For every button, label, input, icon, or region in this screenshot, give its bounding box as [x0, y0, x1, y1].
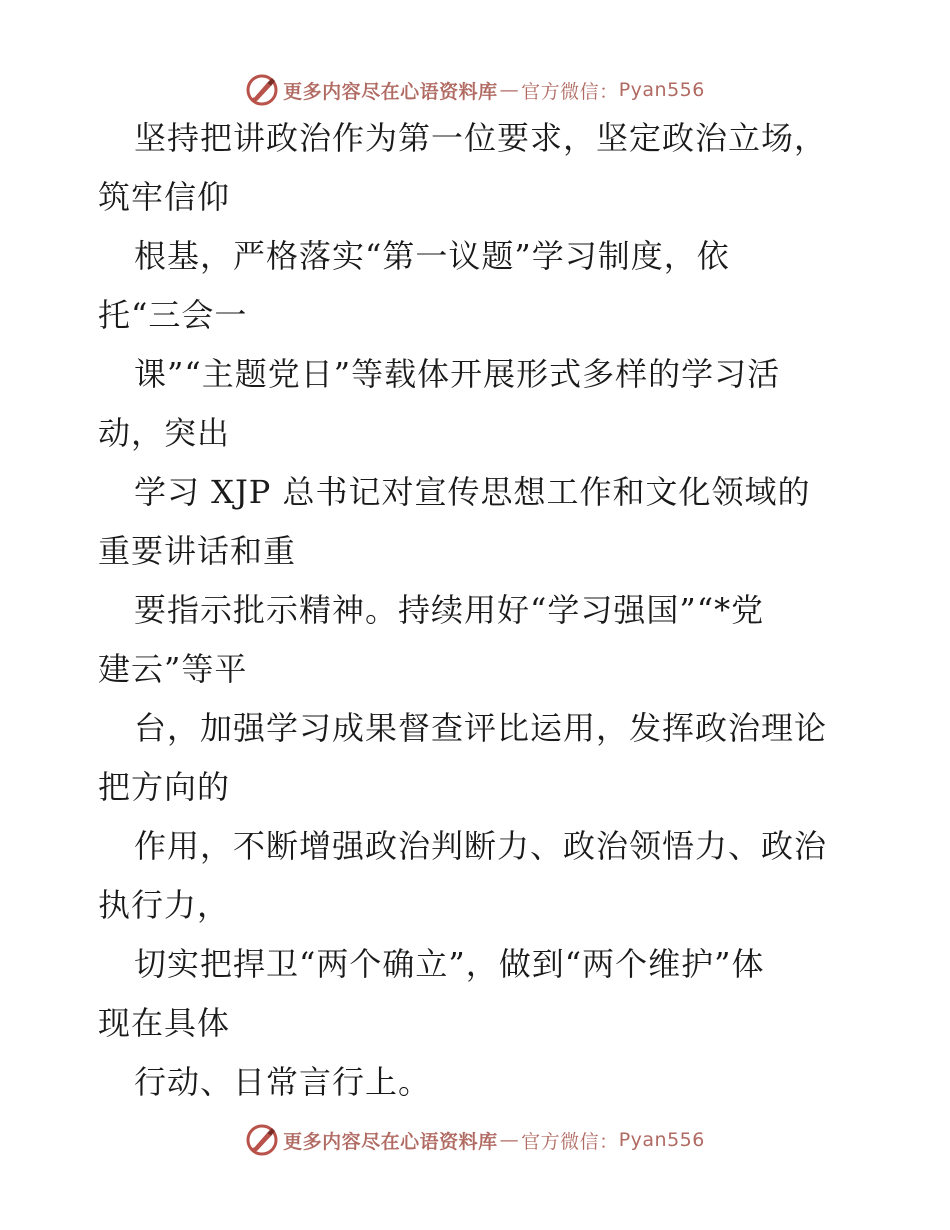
text-line: 执行力，: [98, 886, 231, 924]
text-line: 根基，严格落实“第一议题”学习制度，依: [134, 237, 730, 275]
footer-watermark: [0, 1120, 950, 1160]
watermark-wechat-id: Pyan556: [618, 1129, 705, 1151]
text-line: 筑牢信仰: [98, 178, 231, 216]
watermark-suffix: 官方微信：: [521, 1130, 619, 1153]
header-watermark: [0, 70, 950, 110]
pen-logo-icon: [245, 73, 279, 107]
watermark-dash: —: [499, 79, 520, 101]
text-line: 托“三会一: [98, 296, 248, 334]
watermark-wechat-id: Pyan556: [618, 79, 705, 101]
text-line: 切实把捍卫“两个确立”，做到“两个维护”体: [134, 945, 765, 983]
text-line: 动，突出: [98, 414, 231, 452]
text-line: 坚持把讲政治作为第一位要求，坚定政治立场，: [134, 119, 828, 157]
text-line: 重要讲话和重: [98, 532, 297, 570]
text-line: 把方向的: [98, 768, 231, 806]
watermark-text: 更多内容尽在心语资料库: [283, 80, 498, 103]
text-line: 行动、日常言行上。: [134, 1063, 432, 1101]
text-line: 台，加强学习成果督查评比运用，发挥政治理论: [134, 709, 828, 747]
text-line: 作用，不断增强政治判断力、政治领悟力、政治: [134, 827, 828, 865]
pen-logo-icon: [245, 1123, 279, 1157]
text-line: 现在具体: [98, 1004, 231, 1042]
text-line: 课”“主题党日”等载体开展形式多样的学习活: [134, 355, 781, 393]
watermark-suffix: 官方微信：: [521, 80, 619, 103]
watermark-dash: —: [499, 1129, 520, 1151]
text-line: 要指示批示精神。持续用好“学习强国”“*党: [134, 591, 765, 629]
text-line: 学习 XJP 总书记对宣传思想工作和文化领域的: [134, 473, 811, 511]
text-line: 建云”等平: [98, 650, 248, 688]
watermark-text: 更多内容尽在心语资料库: [283, 1130, 498, 1153]
